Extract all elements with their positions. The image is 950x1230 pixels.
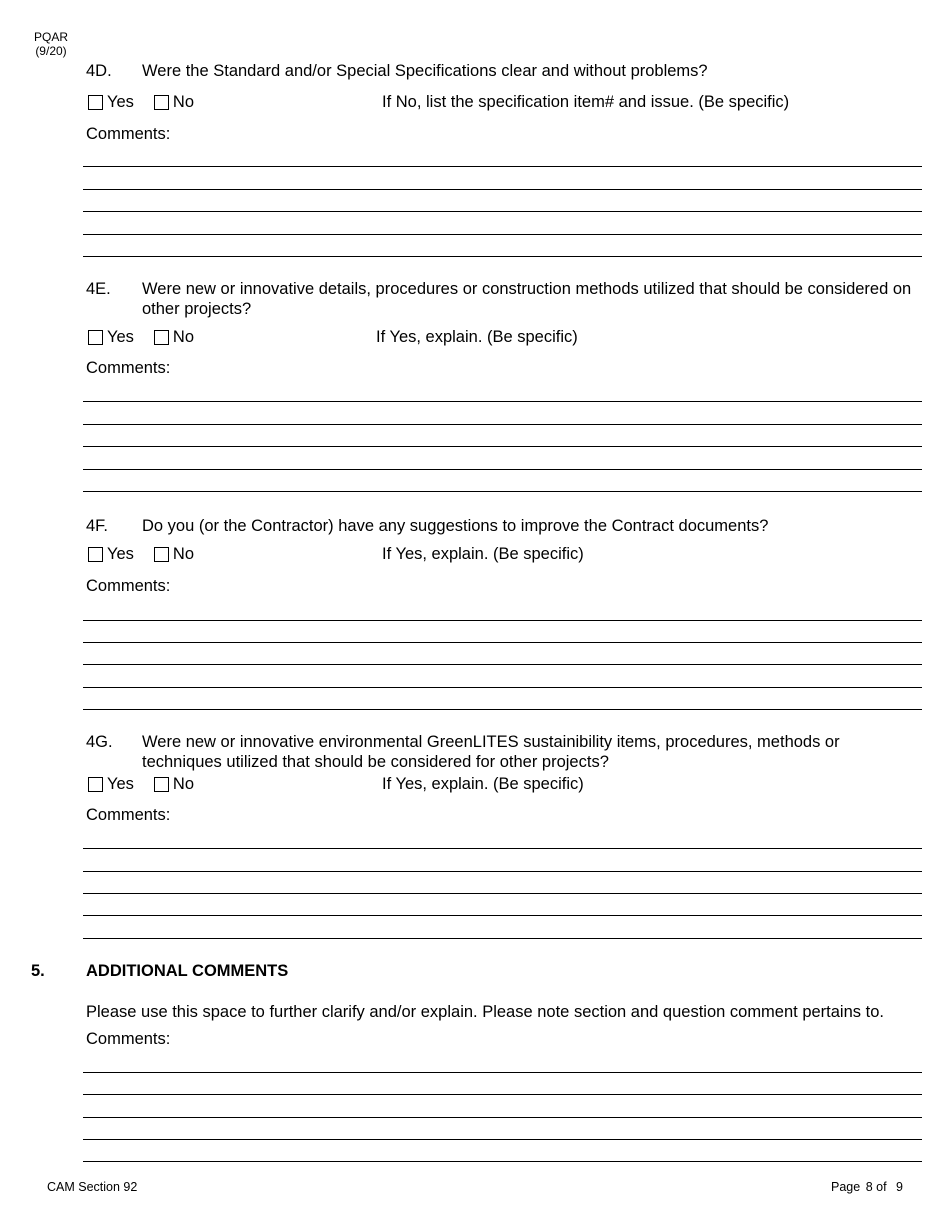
yes-label: Yes xyxy=(107,545,134,563)
question-4g-comment-line[interactable] xyxy=(83,893,922,894)
no-label: No xyxy=(172,328,195,346)
question-4e-number: 4E. xyxy=(86,280,111,298)
question-4e-answer xyxy=(88,328,214,347)
question-4d-instruction: If No, list the specification item# and issue. (Be specific) xyxy=(382,93,790,111)
page-of: of xyxy=(876,1180,887,1194)
section-5-instruction: Please use this space to further clarify and/or explain. Please note section and question comment pertains to. xyxy=(86,1003,884,1021)
question-4d-number: 4D. xyxy=(86,62,112,80)
question-4g-number: 4G. xyxy=(86,733,113,751)
no-label: No xyxy=(172,775,195,793)
question-4f-comment-line[interactable] xyxy=(83,709,922,710)
form-code-name: PQAR xyxy=(33,30,68,44)
yes-label: Yes xyxy=(107,775,134,793)
question-4f-comment-line[interactable] xyxy=(83,620,922,621)
question-4g-no-checkbox[interactable] xyxy=(154,777,169,792)
section-5-title: ADDITIONAL COMMENTS xyxy=(86,962,289,980)
yes-label: Yes xyxy=(107,328,134,346)
footer-page-number xyxy=(831,1180,903,1194)
question-4e-comments-label: Comments: xyxy=(86,359,171,377)
section-5-comments-label: Comments: xyxy=(86,1030,171,1048)
question-4e-comment-line[interactable] xyxy=(83,446,922,447)
question-4g-yes-checkbox[interactable] xyxy=(88,777,103,792)
page-total: 9 xyxy=(896,1180,903,1194)
footer-section-ref: CAM Section 92 xyxy=(47,1180,138,1194)
question-4d-comment-line[interactable] xyxy=(83,234,922,235)
question-4f-comment-line[interactable] xyxy=(83,664,922,665)
question-4d-yes-checkbox[interactable] xyxy=(88,95,103,110)
question-4g-comment-line[interactable] xyxy=(83,871,922,872)
question-4g-answer xyxy=(88,775,214,794)
question-4f-no-checkbox[interactable] xyxy=(154,547,169,562)
question-4g-comment-line[interactable] xyxy=(83,848,922,849)
question-4g-comments-label: Comments: xyxy=(86,806,171,824)
question-4d-text: Were the Standard and/or Special Specifications clear and without problems? xyxy=(142,62,708,80)
question-4d-answer xyxy=(88,93,214,112)
section-5-comment-line[interactable] xyxy=(83,1139,922,1140)
question-4f-number: 4F. xyxy=(86,517,109,535)
question-4f-yes-checkbox[interactable] xyxy=(88,547,103,562)
section-5-number: 5. xyxy=(31,962,45,980)
question-4g-instruction: If Yes, explain. (Be specific) xyxy=(382,775,584,793)
question-4e-no-checkbox[interactable] xyxy=(154,330,169,345)
question-4e-comment-line[interactable] xyxy=(83,424,922,425)
question-4d-comment-line[interactable] xyxy=(83,166,922,167)
question-4d-comment-line[interactable] xyxy=(83,189,922,190)
question-4e-text: Were new or innovative details, procedures or construction methods utilized that should be considered on other projects? xyxy=(142,280,912,318)
question-4e-comment-line[interactable] xyxy=(83,469,922,470)
question-4f-instruction: If Yes, explain. (Be specific) xyxy=(382,545,584,563)
question-4g-comment-line[interactable] xyxy=(83,938,922,939)
yes-label: Yes xyxy=(107,93,134,111)
section-5-comment-line[interactable] xyxy=(83,1161,922,1162)
question-4e-instruction: If Yes, explain. (Be specific) xyxy=(376,328,578,346)
page-label: Page xyxy=(831,1180,861,1194)
question-4d-comments-label: Comments: xyxy=(86,125,171,143)
question-4e-comment-line[interactable] xyxy=(83,401,922,402)
question-4f-comment-line[interactable] xyxy=(83,642,922,643)
page-current: 8 xyxy=(865,1180,873,1194)
question-4f-text: Do you (or the Contractor) have any suggestions to improve the Contract documents? xyxy=(142,517,769,535)
question-4g-comment-line[interactable] xyxy=(83,915,922,916)
question-4e-comment-line[interactable] xyxy=(83,491,922,492)
form-code-revision: (9/20) xyxy=(35,44,67,58)
no-label: No xyxy=(172,93,195,111)
question-4e-yes-checkbox[interactable] xyxy=(88,330,103,345)
question-4f-answer xyxy=(88,545,214,564)
section-5-comment-line[interactable] xyxy=(83,1117,922,1118)
question-4d-no-checkbox[interactable] xyxy=(154,95,169,110)
no-label: No xyxy=(172,545,195,563)
question-4f-comment-line[interactable] xyxy=(83,687,922,688)
section-5-comment-line[interactable] xyxy=(83,1072,922,1073)
question-4g-text: Were new or innovative environmental GreenLITES sustainibility items, procedures, methods or techniques utilized that should be considered for other projects? xyxy=(142,733,840,771)
section-5-comment-line[interactable] xyxy=(83,1094,922,1095)
question-4d-comment-line[interactable] xyxy=(83,256,922,257)
question-4f-comments-label: Comments: xyxy=(86,577,171,595)
form-code xyxy=(28,30,74,58)
question-4d-comment-line[interactable] xyxy=(83,211,922,212)
